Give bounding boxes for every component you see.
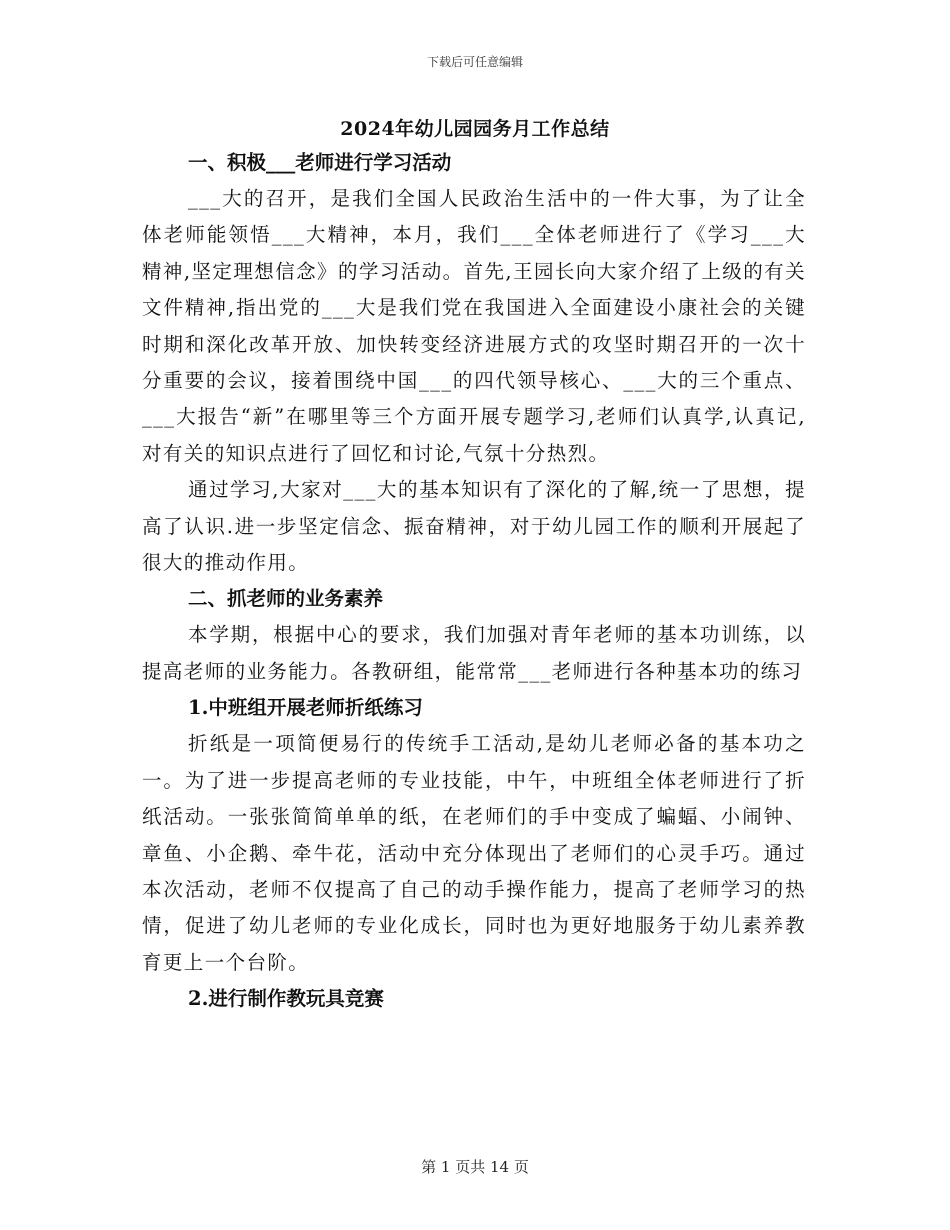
document-title: 2024年幼儿园园务月工作总结 xyxy=(340,118,610,140)
section-2-heading: 二、抓老师的业务素养 xyxy=(188,587,384,611)
header-note: 下载后可任意编辑 xyxy=(426,55,523,69)
page-footer: 第 1 页共 14 页 xyxy=(421,1158,529,1176)
section-1-paragraph-2: 通过学习,大家对___大的基本知识有了深化的了解,统一了思想，提高了认识.进一步坚定信念、振奋精神，对于幼儿园工作的顺利开展起了很大的推动作用。 xyxy=(142,478,806,575)
subsection-1-heading: 1.中班组开展老师折纸练习 xyxy=(188,696,423,720)
subsection-1-paragraph: 折纸是一项简便易行的传统手工活动,是幼儿老师必备的基本功之一。为了进一步提高老师的专业技能，中午，中班组全体老师进行了折纸活动。一张张简简单单的纸，在老师们的手中变成了蝙蝠、小闹钟、章鱼、小企鹅、牵牛花，活动中充分体现出了老师们的心灵手巧。通过本次活动，老师不仅提高了自己的动手操作能力，提高了老师学习的热情，促进了幼儿老师的专业化成长，同时也为更好地服务于幼儿素养教育更上一个台阶。 xyxy=(142,732,806,974)
section-2-paragraph-1: 本学期，根据中心的要求，我们加强对青年老师的基本功训练，以提高老师的业务能力。各教研组，能常常___老师进行各种基本功的练习 xyxy=(142,623,806,683)
section-1-heading: 一、积极___老师进行学习活动 xyxy=(188,151,452,174)
document-body xyxy=(142,145,806,1017)
subsection-2-heading: 2.进行制作教玩具竞赛 xyxy=(188,987,384,1011)
section-1-paragraph-1: ___大的召开，是我们全国人民政治生活中的一件大事，为了让全体老师能领悟___大精神，本月，我们___全体老师进行了《学习___大精神,坚定理想信念》的学习活动。首先,王园长向大家介绍了上级的有关文件精神,指出党的___大是我们党在我国进入全面建设小康社会的关键时期和深化改革开放、加快转变经济进展方式的攻坚时期召开的一次十分重要的会议，接着围绕中国___的四代领导核心、___大的三个重点、___大报告“新”在哪里等三个方面开展专题学习,老师们认真学,认真记,对有关的知识点进行了回忆和讨论,气氛十分热烈。 xyxy=(142,187,806,465)
